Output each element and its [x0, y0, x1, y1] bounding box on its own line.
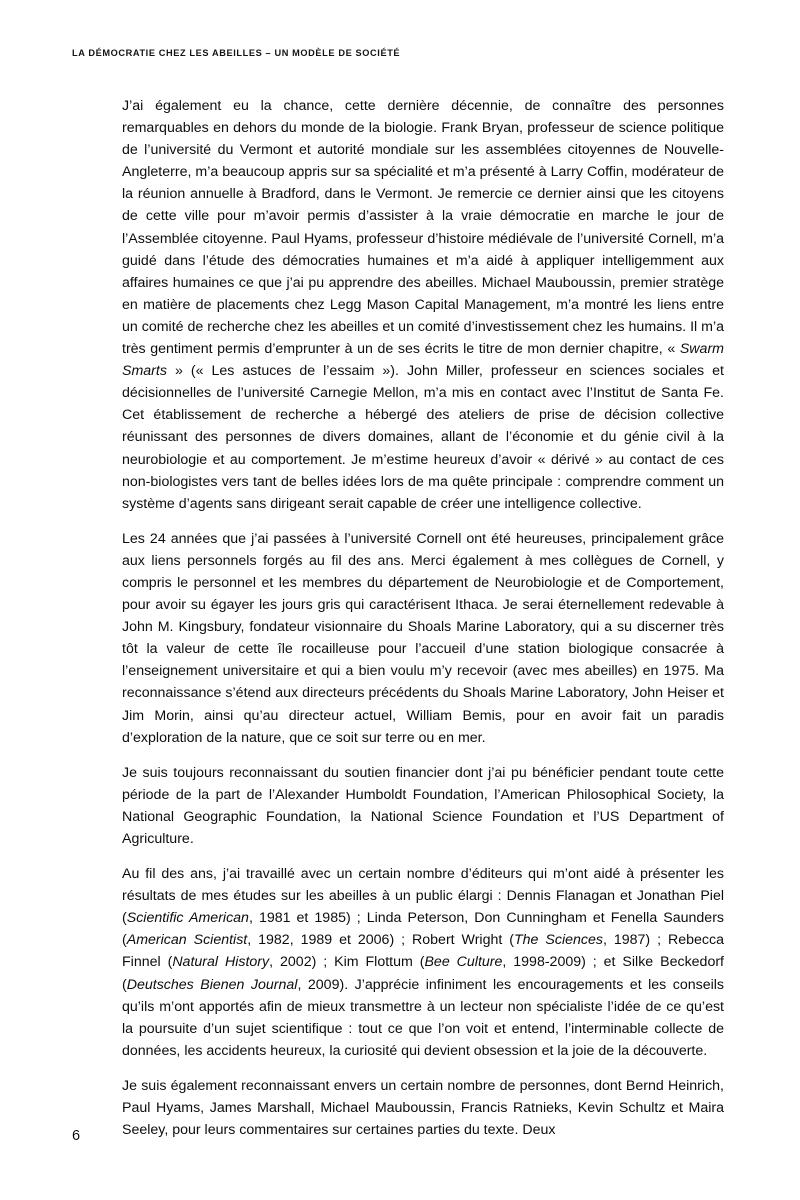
body-text-column — [122, 95, 724, 1141]
paragraph: J’ai également eu la chance, cette dernière décennie, de connaître des personnes remarquables en dehors du monde de la biologie. Frank Bryan, professeur de science politique de l’université du Vermont et autorité mondiale sur les assemblées citoyennes de Nouvelle-Angleterre, m’a beaucoup appris sur sa spécialité et m’a présenté à Larry Coffin, modérateur de la réunion annuelle à Bradford, dans le Vermont. Je remercie ce dernier ainsi que les citoyens de cette ville pour m’avoir permis d’assister à la vraie démocratie en marche le jour de l’Assemblée citoyenne. Paul Hyams, professeur d’histoire médiévale de l’université Cornell, m’a guidé dans l’étude des démocraties humaines et m’a aidé à appliquer intelligemment aux affaires humaines ce que j’ai pu apprendre des abeilles. Michael Mauboussin, premier stratège en matière de placements chez Legg Mason Capital Management, m’a montré les liens entre un comité de recherche chez les abeilles et un comité d’investissement chez les humains. Il m’a très gentiment permis d’emprunter à un de ses écrits le titre de mon dernier chapitre, « Swarm Smarts » (« Les astuces de l’essaim »). John Miller, professeur en sciences sociales et décisionnelles de l’université Carnegie Mellon, m’a mis en contact avec l’Institut de Santa Fe. Cet établissement de recherche a hébergé des ateliers de prise de décision collective réunissant des personnes de divers domaines, allant de l’économie et du génie civil à la neurobiologie et au comportement. Je m’estime heureux d’avoir « dérivé » au contact de ces non-biologistes vers tant de belles idées lors de ma quête principale : comprendre comment un système d’agents sans dirigeant serait capable de créer une intelligence collective. — [122, 98, 724, 512]
page-number: 6 — [72, 1128, 81, 1144]
paragraph: Au fil des ans, j’ai travaillé avec un certain nombre d’éditeurs qui m’ont aidé à présenter les résultats de mes études sur les abeilles à un public élargi : Dennis Flanagan et Jonathan Piel (Scientific American, 1981 et 1985) ; Linda Peterson, Don Cunningham et Fenella Saunders (American Scientist, 1982, 1989 et 2006) ; Robert Wright (The Sciences, 1987) ; Rebecca Finnel (Natural History, 2002) ; Kim Flottum (Bee Culture, 1998-2009) ; et Silke Beckedorf (Deutsches Bienen Journal, 2009). J’apprécie infiniment les encouragements et les conseils qu’ils m’ont apportés afin de mieux transmettre à un lecteur non spécialiste l’idée de ce qu’est la poursuite d’un sujet scientifique : tout ce que l’on voit et entend, l’interminable collecte de données, les accidents heureux, la curiosité qui devient obsession et la joie de la découverte. — [122, 866, 725, 1059]
paragraph: Les 24 années que j’ai passées à l’université Cornell ont été heureuses, principalement grâce aux liens personnels forgés au fil des ans. Merci également à mes collègues de Cornell, y compris le personnel et les membres du département de Neurobiologie et de Comportement, pour avoir su égayer les jours gris qui caractérisent Ithaca. Je serai éternellement redevable à John M. Kingsbury, fondateur visionnaire du Shoals Marine Laboratory, qui a su discerner très tôt la valeur de cette île rocailleuse pour l’accueil d’une station biologique consacrée à l’enseignement universitaire et qui a bien voulu m’y recevoir (avec mes abeilles) en 1975. Ma reconnaissance s’étend aux directeurs précédents du Shoals Marine Laboratory, John Heiser et Jim Morin, ainsi qu’au directeur actuel, William Bemis, pour en avoir fait un paradis d’exploration de la nature, que ce soit sur terre ou en mer. — [122, 530, 724, 746]
running-head: LA DÉMOCRATIE CHEZ LES ABEILLES – UN MODÈLE DE SOCIÉTÉ — [72, 48, 401, 58]
paragraph: Je suis également reconnaissant envers un certain nombre de personnes, dont Bernd Heinrich, Paul Hyams, James Marshall, Michael Mauboussin, Francis Ratnieks, Kevin Schultz et Maira Seeley, pour leurs commentaires sur certaines parties du texte. Deux — [122, 1077, 724, 1139]
paragraph: Je suis toujours reconnaissant du soutien financier dont j’ai pu bénéficier pendant toute cette période de la part de l’Alexander Humboldt Foundation, l’American Philosophical Society, la National Geographic Foundation, la National Science Foundation et l’US Department of Agriculture. — [122, 764, 724, 847]
